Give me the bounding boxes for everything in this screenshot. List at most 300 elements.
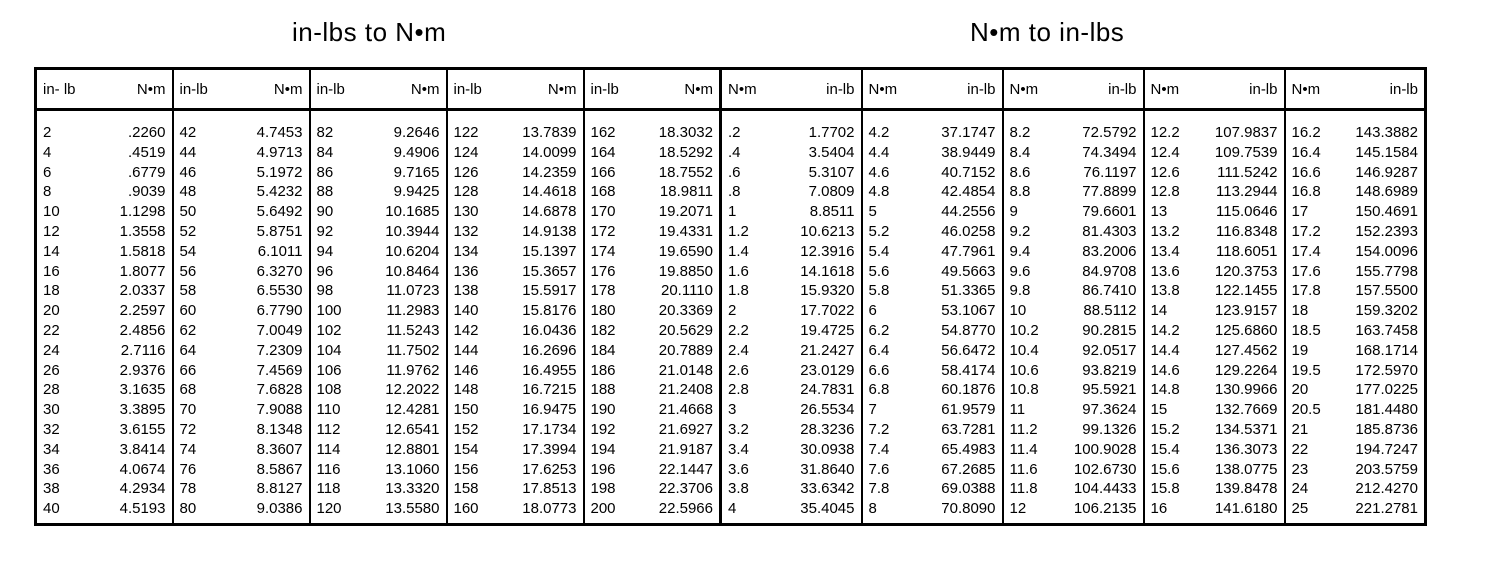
table-cell: 18.9811 <box>648 182 721 202</box>
table-row <box>36 460 1426 480</box>
table-row <box>36 380 1426 400</box>
table-cell: 21.9187 <box>648 440 721 460</box>
table-cell: 12.2 <box>1150 124 1180 141</box>
table-cell: 24.7831 <box>787 380 862 400</box>
table-cell: 82 <box>316 124 334 141</box>
table-row <box>36 361 1426 381</box>
table-cell: 17 <box>1291 203 1309 221</box>
table-cell: 22 <box>1291 440 1309 458</box>
table-cell: 18.7552 <box>648 163 721 183</box>
table-cell: 14.1618 <box>787 262 862 282</box>
table-cell: 100 <box>316 302 342 320</box>
spacer-cell <box>721 110 787 124</box>
table-cell: 9.9425 <box>374 182 447 202</box>
column-header: N•m <box>100 69 173 110</box>
table-cell: 17.6253 <box>511 460 584 480</box>
table-cell: 14 <box>1150 302 1168 320</box>
table-cell: 74.3494 <box>1069 143 1144 163</box>
table-cell: 7.4 <box>868 440 890 458</box>
table-cell: 200 <box>590 500 616 518</box>
table-cell: 178 <box>590 282 616 300</box>
table-cell: 16 <box>43 262 60 280</box>
table-cell: 10.1685 <box>374 202 447 222</box>
table-cell: 16.4 <box>1291 143 1321 161</box>
table-cell: 10.2 <box>1009 321 1039 339</box>
table-cell: 20.1110 <box>648 281 721 301</box>
table-cell: 122 <box>453 124 479 141</box>
table-cell: 4.4 <box>868 143 890 161</box>
table-cell: 67.2685 <box>928 460 1003 480</box>
table-cell: 18.0773 <box>511 499 584 524</box>
table-cell: 8.1348 <box>237 420 310 440</box>
table-cell: 21.4668 <box>648 400 721 420</box>
table-cell: 22.5966 <box>648 499 721 524</box>
table-cell: 30 <box>43 401 60 419</box>
table-cell: 22 <box>43 321 60 339</box>
table-cell: 4.9713 <box>237 143 310 163</box>
spacer-cell <box>511 110 584 124</box>
table-cell: 212.4270 <box>1355 480 1418 498</box>
table-cell: 66 <box>179 361 197 379</box>
table-cell: 12.6 <box>1150 163 1180 181</box>
table-cell: 182 <box>590 321 616 339</box>
table-cell: 15.8176 <box>511 301 584 321</box>
table-cell: 24 <box>43 341 60 359</box>
table-cell: 6.6 <box>868 361 890 379</box>
table-cell: 152.2393 <box>1355 222 1418 240</box>
table-cell: 15.3657 <box>511 262 584 282</box>
table-cell: 13.8 <box>1150 282 1180 300</box>
table-cell: 72.5792 <box>1069 123 1144 143</box>
table-cell: 16.9475 <box>511 400 584 420</box>
table-cell: 11 <box>1009 401 1026 419</box>
table-cell: 14 <box>43 242 60 260</box>
table-cell: 12.4 <box>1150 143 1180 161</box>
table-cell: 3.1635 <box>100 380 173 400</box>
spacer-cell <box>787 110 862 124</box>
table-cell: 13.6 <box>1150 262 1180 280</box>
table-row <box>36 262 1426 282</box>
table-cell: 2.0337 <box>100 281 173 301</box>
table-cell: 140 <box>453 302 479 320</box>
spacer-cell <box>1210 110 1285 124</box>
table-cell: 92.0517 <box>1069 341 1144 361</box>
table-cell: 145.1584 <box>1355 143 1418 161</box>
table-cell: 80 <box>179 500 197 518</box>
table-cell: 6.5530 <box>237 281 310 301</box>
table-row <box>36 321 1426 341</box>
titles <box>0 0 1504 60</box>
table-cell: 7.8 <box>868 480 890 498</box>
table-cell: 14.2 <box>1150 321 1180 339</box>
table-cell: 81.4303 <box>1069 222 1144 242</box>
table-row <box>36 242 1426 262</box>
table-cell: 8.8 <box>1009 183 1031 201</box>
table-cell: 1.3558 <box>100 222 173 242</box>
table-cell: 8.5867 <box>237 460 310 480</box>
table-cell: 24 <box>1291 480 1309 498</box>
table-cell: 144 <box>453 341 479 359</box>
table-cell: 9.6 <box>1009 262 1031 280</box>
table-cell: 16.7215 <box>511 380 584 400</box>
table-cell: 11.7502 <box>374 341 447 361</box>
table-cell: 10.3944 <box>374 222 447 242</box>
table-cell: 2.2 <box>728 321 749 339</box>
table-cell: 162 <box>590 124 616 141</box>
table-cell: 84.9708 <box>1069 262 1144 282</box>
table-cell: 188 <box>590 381 616 399</box>
table-cell: 115.0646 <box>1210 202 1285 222</box>
table-cell: 79.6601 <box>1069 202 1144 222</box>
table-cell: 86 <box>316 163 334 181</box>
table-cell: 25 <box>1291 500 1309 518</box>
spacer-cell <box>648 110 721 124</box>
table-cell: 4 <box>43 143 52 161</box>
table-cell: 63.7281 <box>928 420 1003 440</box>
table-cell: 34 <box>43 440 60 458</box>
table-cell: 13.7839 <box>511 123 584 143</box>
spacer-cell <box>584 110 648 124</box>
table-cell: 181.4480 <box>1355 401 1418 419</box>
table-cell: 83.2006 <box>1069 242 1144 262</box>
table-cell: 1.4 <box>728 242 749 260</box>
table-cell: .4519 <box>100 143 173 163</box>
table-cell: 176 <box>590 262 616 280</box>
table-cell: 21.6927 <box>648 420 721 440</box>
table-cell: 194 <box>590 440 616 458</box>
table-cell: 20.7889 <box>648 341 721 361</box>
table-cell: 9.0386 <box>237 499 310 524</box>
table-cell: 102.6730 <box>1069 460 1144 480</box>
table-cell: 104.4433 <box>1069 479 1144 499</box>
table-cell: 102 <box>316 321 342 339</box>
table-cell: 8 <box>43 183 52 201</box>
table-cell: 4 <box>728 500 737 518</box>
table-cell: 194.7247 <box>1355 440 1418 458</box>
table-cell: 90.2815 <box>1069 321 1144 341</box>
spacer-cell <box>1285 110 1351 124</box>
table-cell: .6779 <box>100 163 173 183</box>
table-cell: 16.4955 <box>511 361 584 381</box>
table-cell: 3.2 <box>728 420 749 438</box>
table-cell: 130 <box>453 203 479 221</box>
table-cell: 42 <box>179 124 197 141</box>
table-cell: 8.2 <box>1009 124 1031 141</box>
table-cell: 28.3236 <box>787 420 862 440</box>
spacer-cell <box>310 110 374 124</box>
table-cell: 47.7961 <box>928 242 1003 262</box>
table-cell: 106.2135 <box>1069 499 1144 524</box>
table-cell: 14.9138 <box>511 222 584 242</box>
table-cell: 46.0258 <box>928 222 1003 242</box>
table-cell: 9.4906 <box>374 143 447 163</box>
table-cell: 19.4331 <box>648 222 721 242</box>
table-cell: 18.5292 <box>648 143 721 163</box>
table-cell: 46 <box>179 163 197 181</box>
column-header: in-lb <box>310 69 374 110</box>
table-cell: 20 <box>1291 381 1309 399</box>
table-cell: 5.4 <box>868 242 890 260</box>
table-cell: 18.5 <box>1291 321 1321 339</box>
table-cell: 7.6 <box>868 460 890 478</box>
table-row <box>36 499 1426 524</box>
column-header: N•m <box>1003 69 1069 110</box>
table-cell: 14.4 <box>1150 341 1180 359</box>
table-cell: 180 <box>590 302 616 320</box>
table-cell: 6.2 <box>868 321 890 339</box>
table-cell: 70.8090 <box>928 499 1003 524</box>
table-cell: 146.9287 <box>1355 163 1418 181</box>
table-cell: 108 <box>316 381 342 399</box>
table-cell: 96 <box>316 262 334 280</box>
table-cell: 38 <box>43 480 60 498</box>
table-cell: 69.0388 <box>928 479 1003 499</box>
table-cell: 10.6 <box>1009 361 1039 379</box>
table-cell: 174 <box>590 242 616 260</box>
table-cell: 70 <box>179 401 197 419</box>
column-header: N•m <box>1144 69 1210 110</box>
table-cell: 21 <box>1291 420 1309 438</box>
table-row <box>36 301 1426 321</box>
table-cell: 56.6472 <box>928 341 1003 361</box>
table-cell: .6 <box>728 163 741 181</box>
table-cell: 1.8 <box>728 282 749 300</box>
table-cell: 4.7453 <box>237 123 310 143</box>
table-cell: 8.4 <box>1009 143 1031 161</box>
table-cell: 12.4281 <box>374 400 447 420</box>
table-cell: 38.9449 <box>928 143 1003 163</box>
table-cell: 163.7458 <box>1355 321 1418 339</box>
table-cell: 99.1326 <box>1069 420 1144 440</box>
table-cell: 3.5404 <box>787 143 862 163</box>
table-cell: 44.2556 <box>928 202 1003 222</box>
table-cell: 20 <box>43 302 60 320</box>
table-cell: 132.7669 <box>1210 400 1285 420</box>
table-cell: 40.7152 <box>928 163 1003 183</box>
table-cell: 5.8751 <box>237 222 310 242</box>
table-cell: 14.0099 <box>511 143 584 163</box>
table-cell: 120.3753 <box>1210 262 1285 282</box>
column-header: N•m <box>862 69 928 110</box>
table-cell: 30.0938 <box>787 440 862 460</box>
table-cell: 76.1197 <box>1069 163 1144 183</box>
table-cell: 20.3369 <box>648 301 721 321</box>
table-cell: 18 <box>43 282 60 300</box>
table-cell: 12.8801 <box>374 440 447 460</box>
table-cell: 185.8736 <box>1355 420 1418 438</box>
table-cell: 20.5 <box>1291 401 1321 419</box>
table-cell: 196 <box>590 460 616 478</box>
table-cell: 111.5242 <box>1210 163 1285 183</box>
table-cell: 186 <box>590 361 616 379</box>
table-cell: 12.2022 <box>374 380 447 400</box>
table-cell: 9.4 <box>1009 242 1031 260</box>
table-cell: 95.5921 <box>1069 380 1144 400</box>
spacer-row <box>36 110 1426 124</box>
table-cell: 4.6 <box>868 163 890 181</box>
table-cell: .2260 <box>100 123 173 143</box>
table-cell: 14.8 <box>1150 381 1180 399</box>
spacer-cell <box>1351 110 1426 124</box>
table-cell: 9.2646 <box>374 123 447 143</box>
table-cell: .8 <box>728 183 741 201</box>
table-row <box>36 341 1426 361</box>
table-cell: 52 <box>179 222 197 240</box>
table-cell: 3.8 <box>728 480 749 498</box>
table-cell: 158 <box>453 480 479 498</box>
table-cell: 10.4 <box>1009 341 1039 359</box>
spacer-cell <box>1069 110 1144 124</box>
table-cell: 168.1714 <box>1355 341 1418 359</box>
table-cell: 2.2597 <box>100 301 173 321</box>
table-cell: 17.6 <box>1291 262 1321 280</box>
table-cell: 139.8478 <box>1210 479 1285 499</box>
table-cell: 136 <box>453 262 479 280</box>
table-cell: 10 <box>43 203 60 221</box>
table-cell: 126 <box>453 163 479 181</box>
table-cell: 23 <box>1291 460 1309 478</box>
column-header: in-lb <box>928 69 1003 110</box>
table-cell: 18 <box>1291 302 1309 320</box>
table-cell: 14.2359 <box>511 163 584 183</box>
table-cell: 11.9762 <box>374 361 447 381</box>
table-cell: 3.6 <box>728 460 749 478</box>
table-cell: 26.5534 <box>787 400 862 420</box>
table-cell: 129.2264 <box>1210 361 1285 381</box>
table-cell: 16.6 <box>1291 163 1321 181</box>
table-cell: 2.4856 <box>100 321 173 341</box>
table-cell: 17.2 <box>1291 222 1321 240</box>
table-cell: 5 <box>868 203 877 221</box>
table-cell: 3.6155 <box>100 420 173 440</box>
title-in-lbs-to-nm: in-lbs to N•m <box>292 17 447 47</box>
table-cell: 123.9157 <box>1210 301 1285 321</box>
table-cell: 6 <box>868 302 877 320</box>
table-cell: 1.1298 <box>100 202 173 222</box>
table-cell: 120 <box>316 500 342 518</box>
table-cell: 11.6 <box>1009 460 1038 478</box>
table-cell: 157.5500 <box>1355 282 1418 300</box>
table-cell: 1.7702 <box>787 123 862 143</box>
spacer-cell <box>100 110 173 124</box>
table-cell: 128 <box>453 183 479 201</box>
table-cell: 7.6828 <box>237 380 310 400</box>
table-cell: 16.2 <box>1291 124 1321 141</box>
table-cell: 94 <box>316 242 334 260</box>
table-cell: 5.4232 <box>237 182 310 202</box>
table-cell: 2.6 <box>728 361 749 379</box>
table-cell: 11.2 <box>1009 420 1038 438</box>
spacer-cell <box>1144 110 1210 124</box>
table-body <box>36 110 1426 525</box>
table-cell: 7.9088 <box>237 400 310 420</box>
table-cell: 110 <box>316 401 341 419</box>
table-cell: 92 <box>316 222 334 240</box>
table-cell: 12 <box>43 222 60 240</box>
table-cell: 65.4983 <box>928 440 1003 460</box>
column-header: N•m <box>1285 69 1351 110</box>
table-cell: 112 <box>316 420 341 438</box>
table-cell: 172.5970 <box>1355 361 1418 379</box>
table-cell: 5.2 <box>868 222 890 240</box>
table-cell: 11.4 <box>1009 440 1038 458</box>
table-cell: 5.6 <box>868 262 890 280</box>
table-cell: 86.7410 <box>1069 281 1144 301</box>
column-header: N•m <box>648 69 721 110</box>
table-row <box>36 182 1426 202</box>
column-header: in-lb <box>1069 69 1144 110</box>
table-row <box>36 222 1426 242</box>
table-cell: 22.3706 <box>648 479 721 499</box>
table-cell: 170 <box>590 203 616 221</box>
table-cell: 184 <box>590 341 616 359</box>
table-cell: 17.4 <box>1291 242 1321 260</box>
table-cell: 1.5818 <box>100 242 173 262</box>
table-row <box>36 202 1426 222</box>
table-cell: 90 <box>316 203 334 221</box>
table-cell: 7 <box>868 401 877 419</box>
column-header: N•m <box>374 69 447 110</box>
table-cell: 11.8 <box>1009 480 1038 498</box>
table-cell: 23.0129 <box>787 361 862 381</box>
table-cell: 192 <box>590 420 616 438</box>
table-cell: 4.2934 <box>100 479 173 499</box>
table-cell: 118.6051 <box>1210 242 1285 262</box>
table-cell: 146 <box>453 361 479 379</box>
table-cell: 15.9320 <box>787 281 862 301</box>
table-cell: 1.6 <box>728 262 749 280</box>
table-cell: 14.4618 <box>511 182 584 202</box>
table-cell: 134.5371 <box>1210 420 1285 440</box>
table-cell: 104 <box>316 341 342 359</box>
table-cell: 58 <box>179 282 197 300</box>
spacer-cell <box>862 110 928 124</box>
table-cell: 5.1972 <box>237 163 310 183</box>
column-header: in-lb <box>1210 69 1285 110</box>
table-cell: 15.5917 <box>511 281 584 301</box>
table-row <box>36 440 1426 460</box>
table-cell: 4.5193 <box>100 499 173 524</box>
table-cell: 4.8 <box>868 183 890 201</box>
table-cell: 53.1067 <box>928 301 1003 321</box>
table-cell: 1.8077 <box>100 262 173 282</box>
table-cell: 141.6180 <box>1210 499 1285 524</box>
table-cell: 49.5663 <box>928 262 1003 282</box>
table-cell: 40 <box>43 500 60 518</box>
table-cell: 12.6541 <box>374 420 447 440</box>
table-cell: 136.3073 <box>1210 440 1285 460</box>
table-cell: 2 <box>728 302 737 320</box>
table-cell: 8 <box>868 500 877 518</box>
table-cell: 21.2427 <box>787 341 862 361</box>
table-cell: 22.1447 <box>648 460 721 480</box>
table-row <box>36 123 1426 143</box>
table-cell: 93.8219 <box>1069 361 1144 381</box>
table-cell: 9.2 <box>1009 222 1031 240</box>
table-cell: 13.2 <box>1150 222 1180 240</box>
table-cell: 109.7539 <box>1210 143 1285 163</box>
table-cell: 148.6989 <box>1355 183 1418 201</box>
table-cell: 1.2 <box>728 222 749 240</box>
table-cell: 15 <box>1150 401 1168 419</box>
table-cell: 12 <box>1009 500 1027 518</box>
table-cell: 3.3895 <box>100 400 173 420</box>
table-row <box>36 400 1426 420</box>
table-cell: 154 <box>453 440 479 458</box>
table-cell: 20.5629 <box>648 321 721 341</box>
table-row <box>36 420 1426 440</box>
table-cell: 60 <box>179 302 197 320</box>
